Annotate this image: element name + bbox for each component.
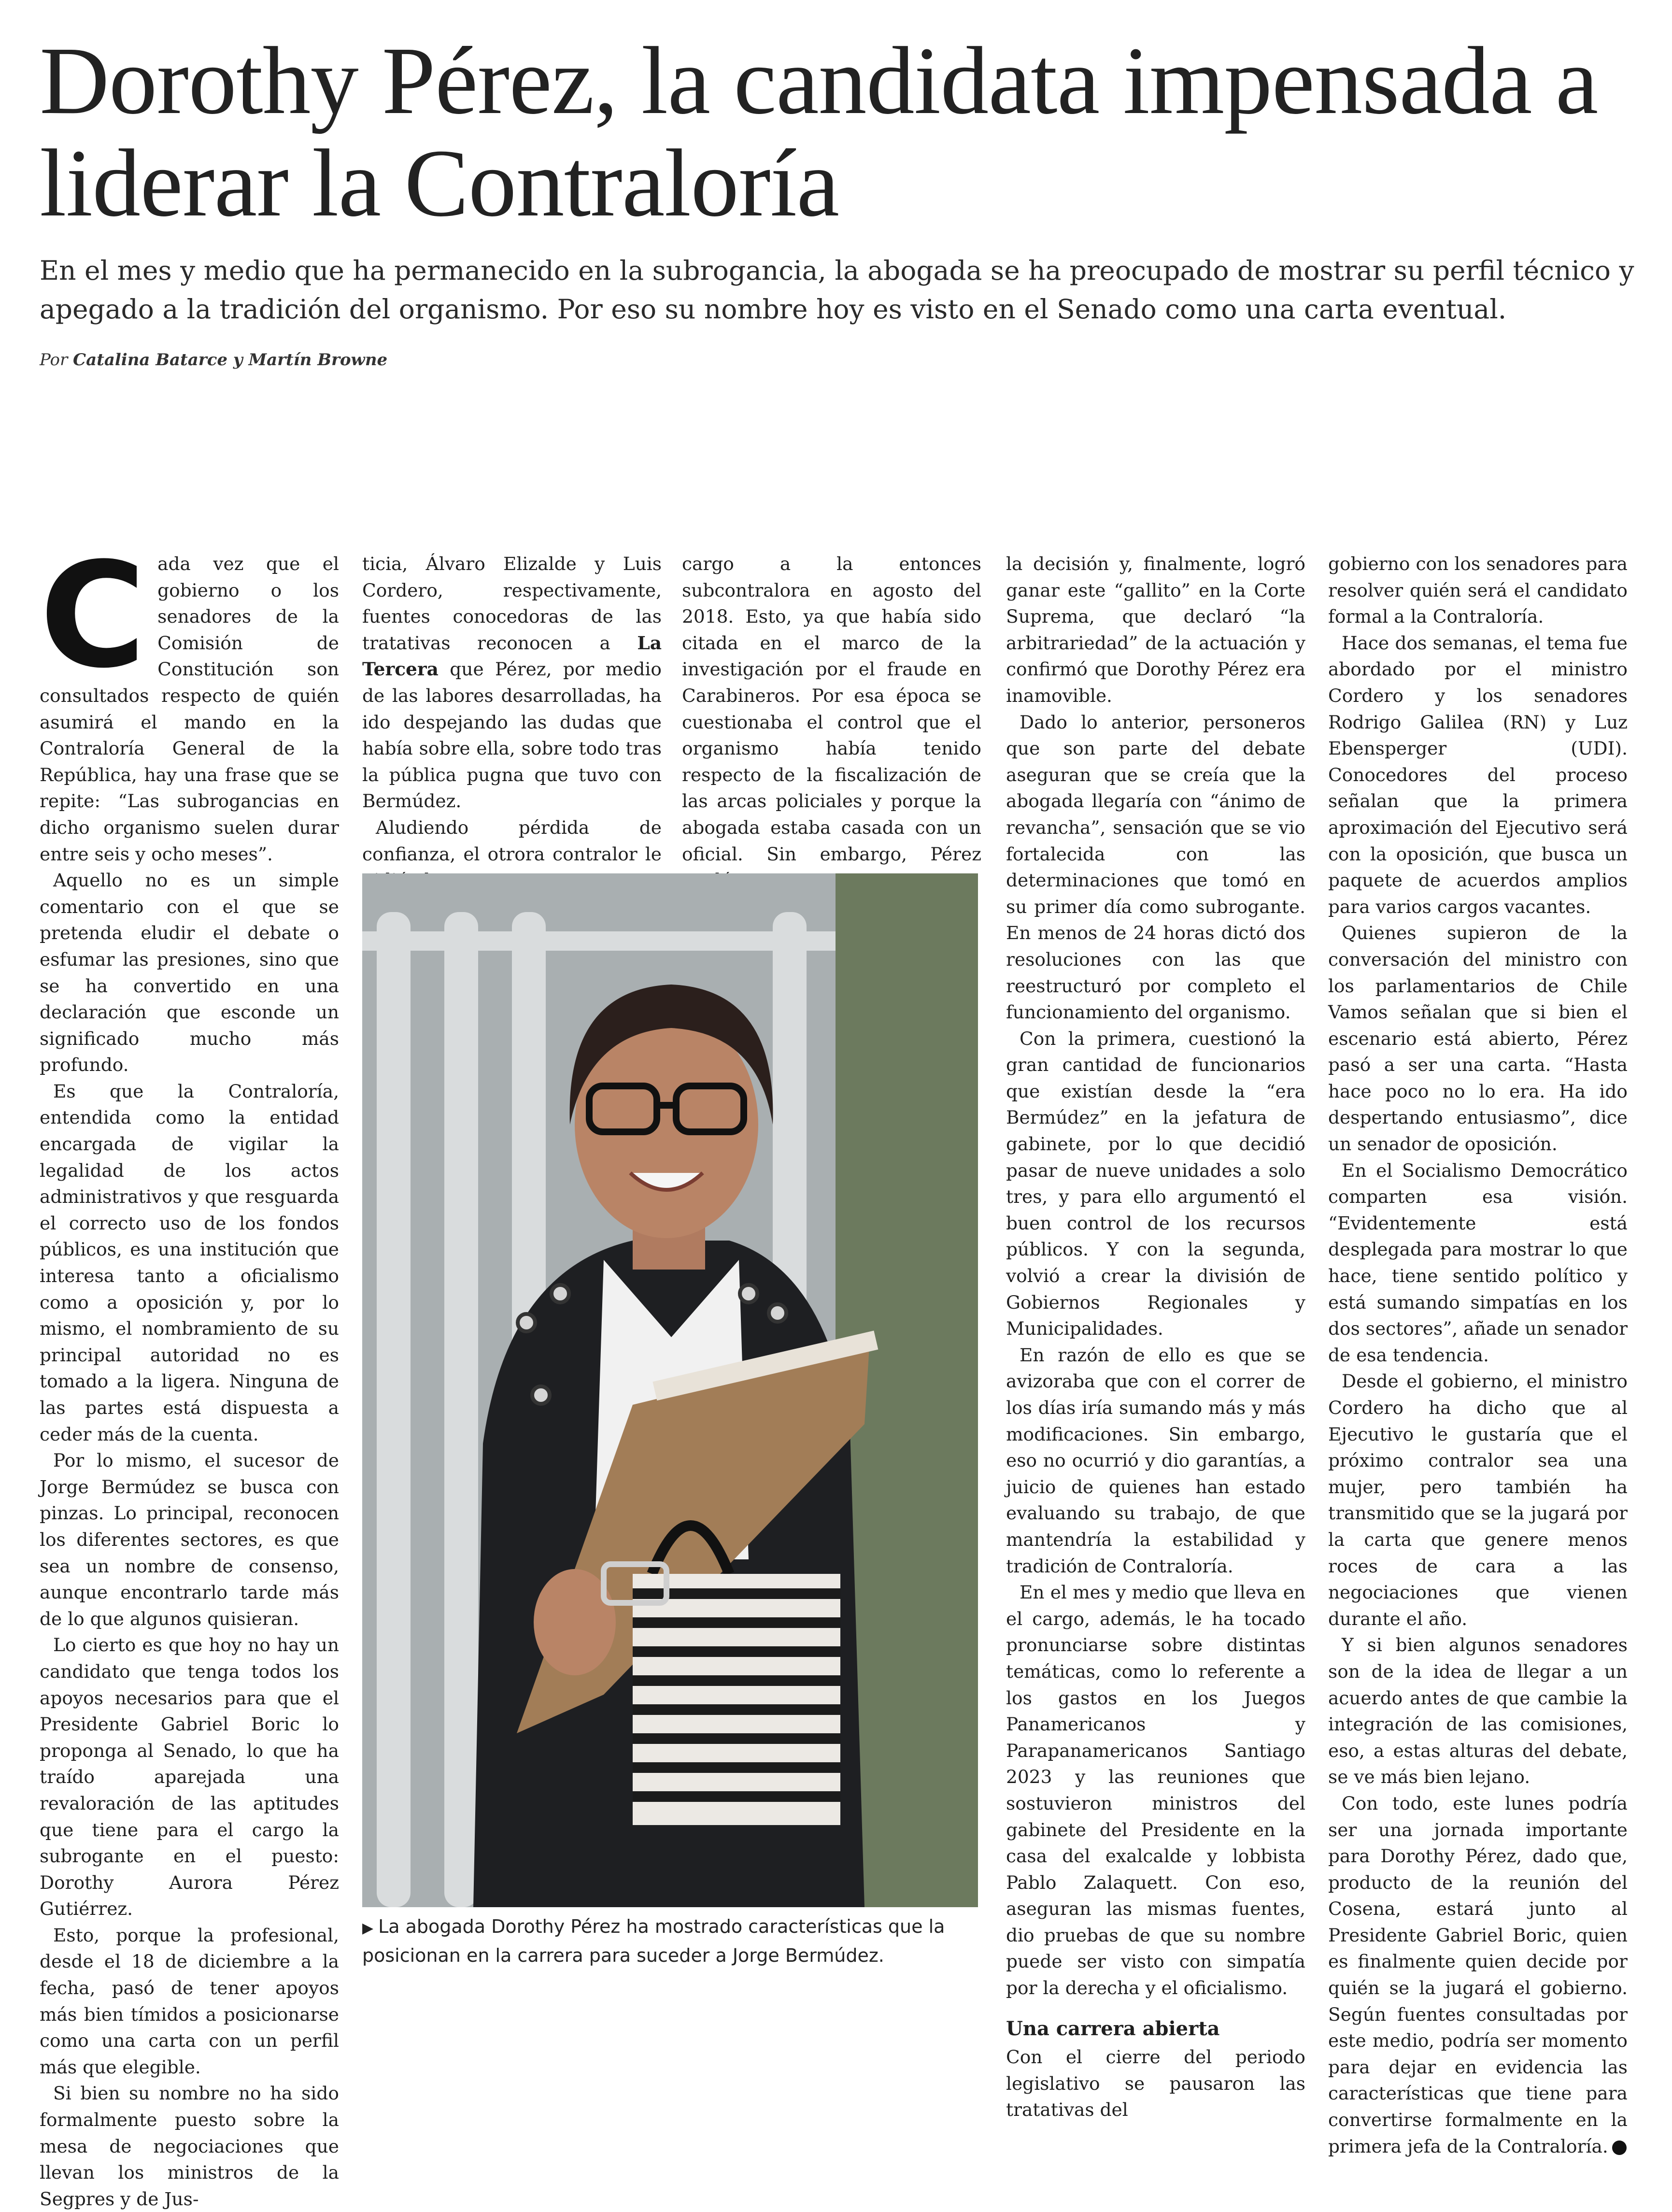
paragraph: Dado lo anterior, personeros que son parte del debate aseguran que se creía que la abogada llegaría con “ánimo de revancha”, sensación que se vio fortalecida con las determinaciones que tomó en su primer día como subrogante. En menos de 24 horas dictó dos resoluciones con las que reestructuró por completo el funcionamiento del organismo. <box>1006 711 1305 1023</box>
end-mark-icon <box>1612 2141 1627 2155</box>
paragraph: ticia, Álvaro Elizalde y Luis Cordero, respectivamente, fuentes conocedoras de las tratativas reconocen a La Tercera que Pérez, por medio de las labores desarrolladas, ha ido despejando las dudas que había sobre ella, sobre todo tras la pública pugna que tuvo con Bermúdez. <box>362 553 662 812</box>
paragraph: Si bien su nombre no ha sido formalmente puesto sobre la mesa de negociaciones que llevan los ministros de la Segpres y de Jus- <box>40 2083 339 2210</box>
caption-marker-icon: ▶ <box>362 1920 374 1937</box>
column-4 <box>1006 551 1305 2123</box>
drop-cap: C <box>40 531 146 700</box>
byline-authors: Catalina Batarce y Martín Browne <box>73 350 388 370</box>
paragraph: Con todo, este lunes podría ser una jornada importante para Dorothy Pérez, dado que, producto de la reunión del Cosena, estará junto al Presidente Gabriel Boric, quien es finalmente quien decide por quién se la jugará el gobierno. Según fuentes consultadas por este medio, podría ser momento para dejar en evidencia las características que tiene para convertirse formalmente en la primera jefa de la Contraloría. <box>1328 1792 1628 2157</box>
paragraph: Desde el gobierno, el ministro Cordero ha dicho que al Ejecutivo le gustaría que el próximo contralor sea una mujer, pero también ha transmitido que se la jugará por la carta que genere menos roces de cara a las negociaciones que vienen durante el año. <box>1328 1370 1628 1629</box>
paragraph: Es que la Contraloría, entendida como la entidad encargada de vigilar la legalidad de los actos administrativos y que resguarda el correcto uso de los fondos públicos, es una institución que interesa tanto a oficialismo como a oposición y, por lo mismo, el nombramiento de su principal autoridad no es tomado a la ligera. Ninguna de las partes está dispuesta a ceder más de la cuenta. <box>40 1080 339 1445</box>
paragraph: cargo a la entonces subcontralora en agosto del 2018. Esto, ya que había sido citada en el marco de la investigación por el fraude en Carabineros. Por esa época se cuestionaba el control que el organismo había tenido respecto de la fiscalización de las arcas policiales y porque la abogada estaba casada con un oficial. Sin embargo, Pérez <box>682 553 981 865</box>
column-3 <box>682 551 981 894</box>
paragraph: Lo cierto es que hoy no hay un candidato que tenga todos los apoyos necesarios para que el Presidente Gabriel Boric lo proponga al Senado, lo que ha traído aparejada una revaloración de las aptitudes que tiene para el cargo la subrogante en el puesto: Dorothy Aurora Pérez Gutiérrez. <box>40 1634 339 1920</box>
paragraph: Cada vez que el gobierno o los senadores de la Comisión de Constitución son consultados respecto de quién asumirá el mando en la Contraloría General de la República, hay una frase que se repite: “Las subrogancias en dicho organismo suelen durar entre seis y ocho meses”. <box>40 531 339 865</box>
paragraph: Con el cierre del periodo legislativo se pausaron las tratativas del <box>1006 2046 1305 2121</box>
byline-prefix: Por <box>40 350 68 370</box>
paragraph: Esto, porque la profesional, desde el 18 de diciembre a la fecha, pasó de tener apoyos más bien tímidos a posicionarse como una carta con un perfil más que elegible. <box>40 1924 339 2078</box>
column-5 <box>1328 551 1628 2159</box>
paragraph: Por lo mismo, el sucesor de Jorge Bermúdez se busca con pinzas. Lo principal, reconocen los diferentes sectores, es que sea un nombre de consenso, aunque encontrarlo tarde más de lo que algunos quisieran. <box>40 1450 339 1629</box>
newspaper-name: La Tercera <box>362 632 662 680</box>
subhead: Una carrera abierta <box>1006 2017 1220 2040</box>
paragraph: En el Socialismo Democrático comparten esa visión. “Evidentemente está desplegada para mostrar lo que hace, tiene sentido político y está sumando simpatías en los dos sectores”, añade un senador de esa tendencia. <box>1328 1159 1628 1366</box>
paragraph: la decisión y, finalmente, logró ganar este “gallito” en la Corte Suprema, que declaró “la arbitrariedad” de la actuación y confirmó que Dorothy Pérez era inamovible. <box>1006 553 1305 706</box>
paragraph: gobierno con los senadores para resolver quién será el candidato formal a la Contraloría. <box>1328 553 1628 628</box>
deck: En el mes y medio que ha permanecido en la subrogancia, la abogada se ha preocupado de mostrar su perfil técnico y apegado a la tradición del organismo. Por eso su nombre hoy es visto en el Senado como una carta eventual. <box>40 255 1634 325</box>
paragraph: En razón de ello es que se avizoraba que con el correr de los días iría sumando más y más modificaciones. Sin embargo, eso no ocurrió y dio garantías, a juicio de quienes han estado evaluando su trabajo, de que mantendría la estabilidad y tradición de Contraloría. <box>1006 1344 1305 1577</box>
paragraph: Hace dos semanas, el tema fue abordado por el ministro Cordero y los senadores Rodrigo Galilea (RN) y Luz Ebensperger (UDI). Conocedores del proceso señalan que la primera aproximación del Ejecutivo será con la oposición, que busca un paquete de acuerdos amplios para varios cargos vacantes. <box>1328 632 1628 917</box>
paragraph: En el mes y medio que lleva en el cargo, además, le ha tocado pronunciarse sobre distintas temáticas, como lo referente a los gastos en los Juegos Panamericanos y Parapanamericanos Santiago 2023 y las reuniones que sostuvieron ministros del gabinete del Presidente en la casa del exalcalde y lobbista Pablo Zalaquett. Con eso, aseguran las mismas fuentes, dio pruebas de que su nombre puede ser visto con simpatía por la derecha y el oficialismo. <box>1006 1582 1305 1999</box>
paragraph: Aludiendo pérdida de confianza, el otrora contralor le <box>362 816 662 865</box>
column-1 <box>40 531 339 2212</box>
paragraph: Con la primera, cuestionó la gran cantidad de funcionarios que existían desde la “era Bermúdez” en la jefatura de gabinete, por lo que decidió pasar de nueve unidades a solo tres, y para ello argumentó el buen control de los recursos públicos. Y con la segunda, volvió a crear la división de Gobiernos Regionales y Municipalidades. <box>1006 1028 1305 1340</box>
photo-dorothy-perez <box>362 873 978 1907</box>
caption-text: La abogada Dorothy Pérez ha mostrado características que la posicionan en la carrera para suceder a Jorge Bermúdez. <box>362 1916 945 1966</box>
paragraph: Y si bien algunos senadores son de la idea de llegar a un acuerdo antes de que cambie la integración de las comisiones, eso, a estas alturas del debate, se ve más bien lejano. <box>1328 1634 1628 1788</box>
headline: Dorothy Pérez, la candidata impensada a liderar la Contraloría <box>40 28 1598 237</box>
paragraph: Aquello no es un simple comentario con el que se pretenda eludir el debate o esfumar las presiones, sino que se ha convertido en una declaración que esconde un significado mucho más profundo. <box>40 870 339 1076</box>
byline <box>40 350 387 370</box>
photo-caption <box>362 1913 985 1969</box>
paragraph: Quienes supieron de la conversación del ministro con los parlamentarios de Chile Vamos señalan que si bien el escenario está abierto, Pérez pasó a ser una carta. “Hasta hace poco no lo era. Ha ido despertando entusiasmo”, dice un senador de oposición. <box>1328 922 1628 1155</box>
column-2 <box>362 551 662 894</box>
photo-illustration <box>362 873 978 1907</box>
